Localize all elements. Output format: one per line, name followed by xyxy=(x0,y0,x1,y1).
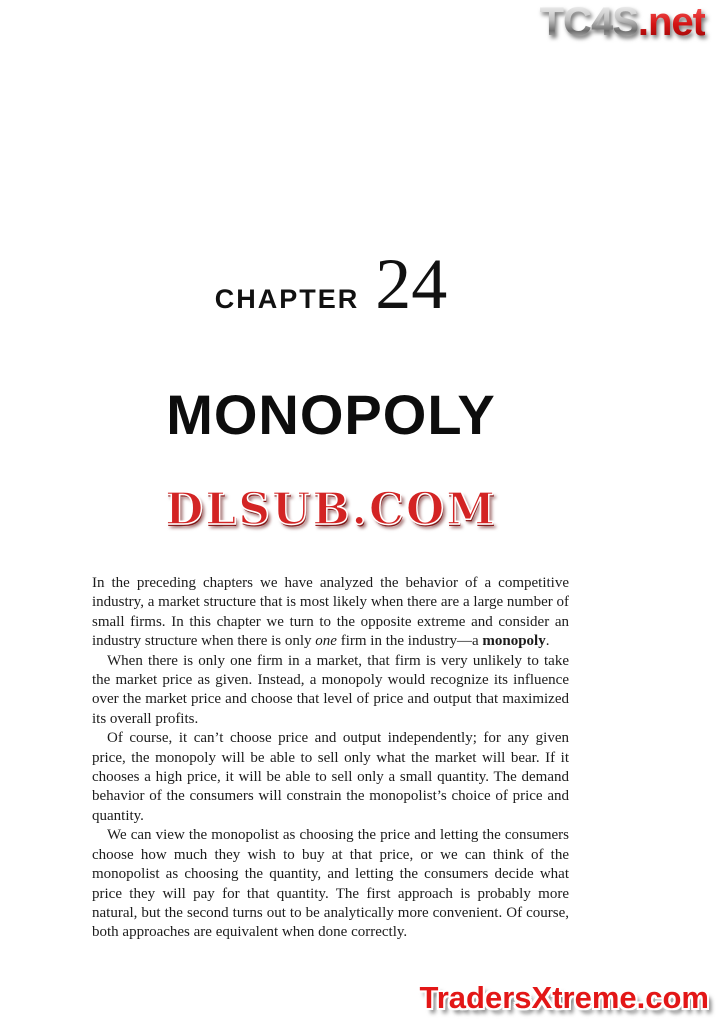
paragraph-segment: one xyxy=(315,633,337,650)
paragraph xyxy=(92,826,569,942)
paragraph xyxy=(92,574,569,652)
paragraph-segment: firm in the industry—a xyxy=(336,633,483,650)
chapter-heading xyxy=(92,244,570,324)
paragraph xyxy=(92,652,569,730)
paragraph-segment: We can view the monopolist as choosing the price and letting the consumers choose how much they wish to buy at that price, or we can think of the monopolist as choosing the quantity, and letting the consumers decide what price they will pay for that quantity. The first approach is probably more natural, but the second turns out to be analytically more convenient. Of course, both approaches are equivalent when done correctly. xyxy=(92,827,569,941)
body-text xyxy=(92,574,569,943)
watermark-top-suffix-text: .net xyxy=(637,0,705,44)
paragraph-segment: . xyxy=(545,633,550,650)
paragraph xyxy=(92,729,569,826)
watermark-top-right xyxy=(540,0,705,44)
chapter-title: MONOPOLY xyxy=(166,383,496,446)
paragraph-segment: monopoly xyxy=(482,633,546,650)
watermark-bottom-right: TradersXtreme.com xyxy=(419,980,709,1015)
paragraph-segment: When there is only one firm in a market, that firm is very unlikely to take the market price as given. Instead, a monopoly would recognize its influence over the market price and choose that level of price and output that maximized its overall profits. xyxy=(92,652,569,727)
paragraph-segment: In the preceding chapters we have analyzed the behavior of a competitive industry, a market structure that is most likely when there are a large number of small firms. In this chapter we turn to the opposite extreme and consider an industry structure when there is only xyxy=(92,575,569,650)
chapter-label: CHAPTER xyxy=(214,284,360,314)
paragraph-segment: Of course, it can’t choose price and output independently; for any given price, the monopoly will be able to sell only what the market will bear. If it chooses a high price, it will be able to sell only a small quantity. The demand behavior of the consumers will constrain the monopolist’s choice of price and quantity. xyxy=(92,730,569,824)
watermark-top-main-text: TC4S xyxy=(539,0,638,44)
watermark-center: DLSUB.COM xyxy=(165,484,497,535)
chapter-number: 24 xyxy=(375,244,448,324)
